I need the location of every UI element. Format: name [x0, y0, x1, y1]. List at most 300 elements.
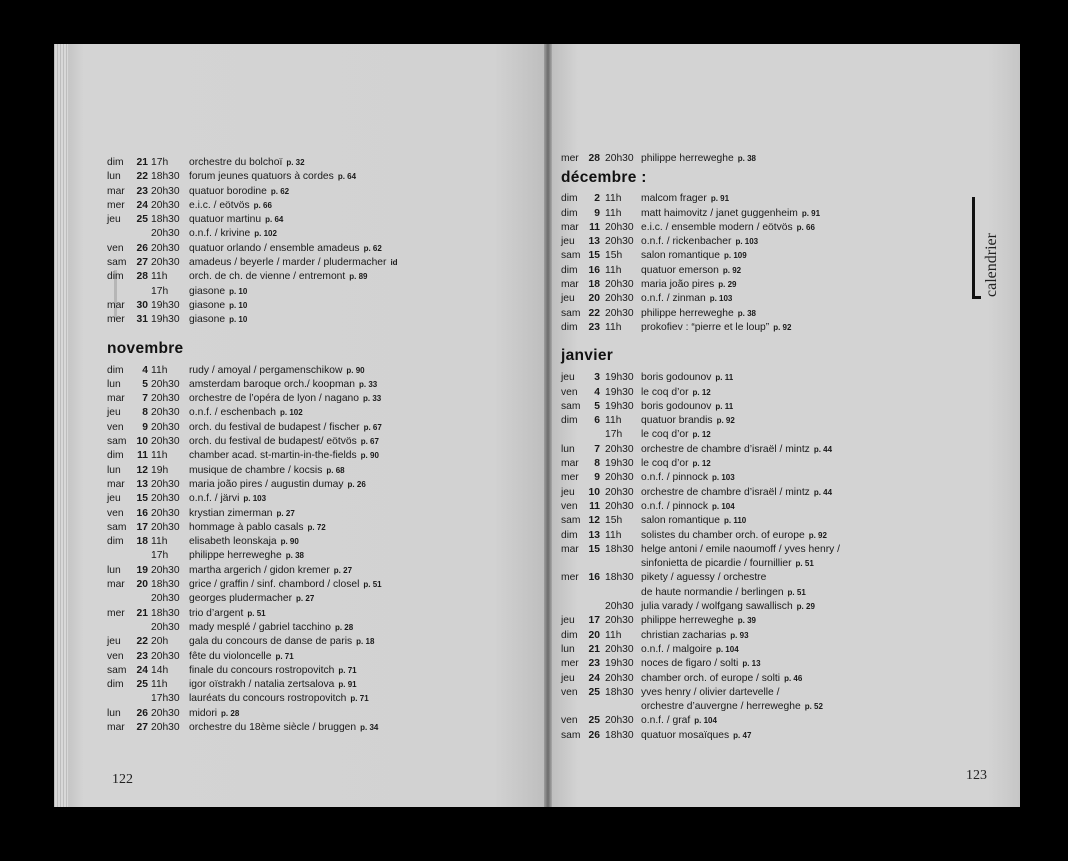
row-time: 11h	[605, 193, 622, 205]
program-title: yves henry / olivier dartevelle /	[641, 686, 780, 698]
row-day: dim	[107, 157, 124, 168]
program-title: quatuor orlando / ensemble amadeus	[189, 242, 360, 254]
page-reference: p. 91	[338, 680, 357, 690]
page-reference: p. 103	[711, 473, 735, 483]
row-time: 11h	[605, 207, 622, 219]
row-day: lun	[107, 464, 121, 476]
row-program	[641, 486, 832, 500]
row-time: 20h30	[605, 472, 634, 484]
row-program	[189, 242, 382, 256]
schedule-row	[561, 529, 827, 543]
row-day: dim	[107, 536, 124, 548]
row-day: mer	[561, 472, 579, 484]
page-reference: p. 33	[358, 379, 378, 389]
row-time: 20h30	[151, 507, 180, 519]
row-time: 20h30	[151, 199, 180, 211]
row-date: 15	[588, 543, 600, 555]
page-reference: p. 46	[784, 673, 803, 683]
row-day: sam	[561, 307, 581, 319]
row-day: mer	[107, 607, 125, 619]
program-title: orch. du festival de budapest / fischer	[189, 421, 360, 433]
program-title: finale du concours rostropovitch	[189, 664, 335, 676]
program-title: le coq d’or	[641, 386, 689, 398]
schedule-row	[107, 464, 345, 478]
page-reference: p. 89	[349, 272, 368, 282]
row-time: 20h30	[605, 643, 634, 655]
row-program	[189, 435, 379, 449]
row-day: mer	[107, 314, 125, 326]
page-reference: p. 12	[692, 430, 711, 440]
row-day: jeu	[561, 672, 575, 684]
row-time: 11h	[605, 629, 622, 641]
row-program	[189, 564, 352, 578]
row-program	[189, 213, 283, 227]
schedule-row	[561, 321, 792, 335]
schedule-row	[107, 507, 295, 521]
row-day: jeu	[107, 214, 121, 226]
schedule-row	[561, 371, 734, 385]
schedule-row	[107, 406, 303, 420]
row-date: 27	[136, 721, 148, 733]
row-time: 18h30	[605, 686, 634, 698]
program-title: philippe herreweghe	[189, 550, 282, 562]
row-program	[189, 185, 289, 199]
row-date: 10	[136, 436, 148, 448]
schedule-row	[561, 571, 767, 585]
section-label: calendrier	[983, 233, 1000, 297]
row-date: 9	[142, 421, 148, 433]
row-time: 20h	[151, 636, 169, 648]
row-day: mar	[107, 393, 125, 405]
row-day: lun	[561, 443, 575, 455]
row-program	[189, 478, 366, 492]
schedule-row	[107, 170, 357, 184]
program-title: o.n.f. / eschenbach	[189, 407, 277, 419]
row-date: 24	[136, 664, 148, 676]
row-program	[189, 170, 356, 184]
schedule-row	[107, 607, 266, 621]
schedule-row	[107, 549, 304, 563]
row-day: dim	[561, 193, 578, 205]
schedule-row	[561, 192, 730, 206]
program-title: orchestre du 18ème siècle / bruggen	[189, 721, 357, 733]
row-time: 19h30	[151, 299, 180, 311]
page-reference: p. 72	[307, 522, 326, 532]
program-title: quatuor borodine	[189, 185, 267, 197]
row-program	[189, 156, 305, 170]
row-date: 13	[588, 529, 600, 541]
program-title: krystian zimerman	[189, 507, 273, 519]
program-title: boris godounov	[641, 372, 712, 384]
page-reference: p. 51	[363, 580, 382, 590]
row-day: jeu	[561, 236, 575, 248]
page-reference: p. 27	[333, 565, 353, 575]
page-reference: p. 28	[334, 622, 354, 632]
row-day: sam	[561, 400, 581, 412]
program-title: chamber orch. of europe / solti	[641, 672, 781, 684]
row-time: 18h30	[151, 214, 180, 226]
row-time: 20h30	[605, 221, 634, 233]
row-program	[641, 714, 717, 728]
row-program	[641, 192, 729, 206]
program-title: giasone	[189, 285, 226, 297]
row-day: mer	[561, 153, 579, 164]
row-time: 20h30	[151, 650, 180, 662]
page-reference: p. 34	[360, 722, 379, 732]
row-date: 6	[594, 415, 600, 427]
program-title: chamber acad. st-martin-in-the-fields	[189, 450, 357, 462]
page-reference: p. 104	[694, 716, 717, 726]
row-date: 5	[142, 378, 148, 390]
page-reference: p. 103	[735, 237, 759, 247]
page-reference: p. 90	[360, 451, 379, 461]
row-program	[641, 400, 733, 414]
schedule-row	[561, 264, 742, 278]
page-reference: p. 13	[742, 659, 761, 669]
row-date: 19	[136, 564, 148, 576]
row-program	[641, 643, 739, 657]
row-program	[641, 235, 758, 249]
schedule-row	[107, 592, 315, 606]
row-program	[189, 507, 295, 521]
row-date: 21	[136, 157, 148, 168]
program-title: quatuor martinu	[189, 214, 262, 226]
row-time: 20h30	[151, 721, 180, 733]
row-program	[641, 543, 844, 557]
row-time: 17h	[151, 550, 169, 562]
row-program	[641, 428, 711, 442]
row-date: 12	[588, 515, 600, 527]
row-day: mar	[561, 221, 579, 233]
row-program	[641, 557, 814, 571]
row-program	[189, 521, 326, 535]
row-date: 13	[136, 478, 148, 490]
section-bar-foot	[972, 296, 981, 299]
row-program	[641, 152, 756, 166]
row-program	[189, 406, 303, 420]
row-date: 25	[136, 679, 148, 691]
november-end-listing	[561, 152, 756, 166]
row-time: 19h30	[605, 386, 634, 398]
program-title: o.n.f. / pinnock	[641, 472, 708, 484]
row-time: 19h30	[605, 658, 634, 670]
row-day: ven	[107, 242, 124, 254]
row-program	[641, 729, 751, 743]
program-title: o.n.f. / zinman	[641, 293, 706, 305]
row-time: 20h30	[151, 421, 180, 433]
schedule-row	[561, 557, 814, 571]
program-title: e.i.c. / eötvös	[189, 199, 250, 211]
row-time: 20h30	[151, 521, 180, 533]
row-program	[189, 285, 247, 299]
page-reference: p. 12	[692, 387, 711, 397]
row-program	[189, 464, 345, 478]
program-title: o.n.f. / krivine	[189, 228, 251, 240]
row-time: 19h	[151, 464, 169, 476]
page-reference: p. 38	[737, 154, 756, 163]
row-time: 20h30	[605, 279, 634, 291]
page-reference: p. 33	[363, 394, 382, 404]
row-program	[641, 672, 802, 686]
page-reference: p. 62	[363, 243, 382, 253]
row-day: sam	[561, 250, 581, 262]
schedule-row	[561, 629, 749, 643]
row-date: 25	[136, 214, 148, 226]
row-day: jeu	[561, 293, 575, 305]
row-day: mar	[107, 478, 125, 490]
schedule-row	[561, 414, 735, 428]
page-reference: p. 64	[265, 215, 284, 225]
page-reference: p. 91	[801, 208, 821, 218]
row-time: 19h30	[151, 314, 180, 326]
page-reference: p. 51	[795, 559, 814, 569]
row-day: jeu	[107, 493, 121, 505]
program-title: fête du violoncelle	[189, 650, 272, 662]
page-reference: p. 92	[773, 322, 792, 332]
row-day: mer	[107, 199, 125, 211]
row-day: sam	[107, 436, 127, 448]
row-program	[189, 421, 382, 435]
row-time: 20h30	[151, 257, 180, 269]
row-date: 11	[589, 500, 600, 512]
row-day: sam	[561, 729, 581, 741]
row-day: lun	[107, 564, 121, 576]
row-date: 21	[588, 643, 600, 655]
program-title: quatuor mosaïques	[641, 729, 730, 741]
row-date: 16	[588, 572, 600, 584]
row-program	[189, 313, 247, 327]
row-time: 20h30	[151, 564, 180, 576]
row-program	[641, 249, 747, 263]
row-time: 20h30	[605, 615, 634, 627]
row-day: jeu	[107, 407, 121, 419]
row-date: 5	[594, 400, 600, 412]
program-title: philippe herreweghe	[641, 307, 734, 319]
page-reference: p. 62	[270, 186, 290, 196]
schedule-row	[107, 199, 272, 213]
row-day: sam	[107, 257, 127, 269]
january-listing	[561, 371, 840, 743]
row-day: mar	[107, 579, 125, 591]
page-reference: p. 66	[253, 200, 272, 210]
schedule-row	[107, 156, 305, 170]
section-bar	[972, 197, 975, 299]
row-program	[641, 443, 832, 457]
row-program	[189, 664, 357, 678]
row-program	[189, 392, 381, 406]
row-program	[189, 607, 266, 621]
schedule-row	[561, 729, 752, 743]
schedule-row	[107, 421, 382, 435]
row-program	[641, 457, 711, 471]
row-time: 11h	[151, 536, 168, 548]
schedule-row	[107, 185, 290, 199]
schedule-row	[561, 207, 821, 221]
row-date: 15	[136, 493, 148, 505]
page-reference: p. 51	[247, 608, 266, 618]
row-time: 20h30	[605, 443, 634, 455]
row-program	[641, 414, 735, 428]
row-date: 27	[136, 257, 148, 269]
schedule-row	[107, 678, 357, 692]
row-day: sam	[107, 664, 127, 676]
row-program	[641, 571, 770, 585]
program-title: quatuor brandis	[641, 415, 713, 427]
program-title: gala du concours de danse de paris	[189, 636, 353, 648]
row-day: ven	[561, 686, 578, 698]
page-reference: p. 38	[737, 308, 756, 318]
schedule-row	[107, 707, 240, 721]
row-day: lun	[561, 643, 575, 655]
schedule-row	[107, 535, 299, 549]
page-reference: p. 103	[709, 294, 733, 304]
row-program	[641, 278, 737, 292]
row-date: 16	[136, 507, 148, 519]
page-reference: p. 12	[692, 459, 711, 469]
october-listing	[107, 156, 398, 328]
program-title: e.i.c. / ensemble modern / eötvös	[641, 221, 793, 233]
row-time: 19h30	[605, 458, 634, 470]
row-date: 20	[136, 579, 148, 591]
row-day: lun	[107, 378, 121, 390]
row-date: 13	[588, 236, 600, 248]
row-program	[189, 199, 272, 213]
program-title: o.n.f. / rickenbacher	[641, 236, 732, 248]
row-time: 15h	[605, 515, 623, 527]
row-program	[189, 621, 353, 635]
row-time: 18h30	[151, 607, 180, 619]
program-title: giasone	[189, 314, 226, 326]
page-number-right: 123	[966, 768, 987, 783]
row-date: 11	[137, 450, 148, 462]
row-program	[189, 299, 247, 313]
row-program	[189, 227, 277, 241]
row-time: 20h30	[605, 293, 634, 305]
schedule-row	[561, 278, 737, 292]
row-date: 23	[136, 650, 148, 662]
row-date: 12	[136, 464, 148, 476]
schedule-row	[107, 313, 248, 327]
program-title: orchestre de chambre d’israël / mintz	[641, 443, 810, 455]
row-date: 4	[142, 364, 148, 376]
page-reference: p. 38	[285, 551, 304, 561]
program-title: orchestre du bolchoï	[189, 157, 283, 168]
program-title: malcom frager	[641, 193, 707, 205]
row-date: 20	[588, 293, 600, 305]
row-time: 18h30	[151, 579, 180, 591]
row-program	[641, 471, 735, 485]
page-reference: p. 104	[715, 644, 739, 654]
page-reference: p. 10	[229, 315, 248, 325]
row-time: 20h30	[151, 393, 180, 405]
schedule-row	[561, 672, 803, 686]
row-program	[641, 307, 756, 321]
schedule-row	[107, 270, 368, 284]
row-program	[189, 635, 374, 649]
page-reference: p. 11	[715, 373, 734, 383]
program-title: maria joão pires / augustin dumay	[189, 478, 344, 490]
program-title: orchestre de l’opéra de lyon / nagano	[189, 393, 360, 405]
page-reference: p. 44	[813, 444, 833, 454]
schedule-row	[561, 152, 756, 166]
program-title: julia varady / wolfgang sawallisch	[641, 601, 793, 613]
row-date: 16	[588, 264, 600, 276]
book-gutter	[544, 44, 552, 807]
page-reference: p. 71	[350, 694, 369, 704]
row-day: dim	[561, 321, 578, 333]
program-title: elisabeth leonskaja	[189, 536, 277, 548]
schedule-row	[561, 657, 761, 671]
page-reference: p. 18	[356, 637, 375, 647]
program-title: igor oïstrakh / natalia zertsalova	[189, 679, 335, 691]
schedule-row	[107, 213, 284, 227]
row-time: 14h	[151, 664, 169, 676]
schedule-row	[107, 227, 277, 241]
row-time: 11h	[605, 264, 622, 276]
row-time: 20h30	[605, 486, 634, 498]
schedule-row	[107, 392, 382, 406]
schedule-row	[561, 543, 840, 557]
schedule-row	[561, 386, 711, 400]
row-day: dim	[107, 450, 124, 462]
page-reference: p. 93	[730, 630, 749, 640]
schedule-row	[561, 471, 735, 485]
schedule-row	[107, 492, 267, 506]
row-date: 4	[594, 386, 600, 398]
row-time: 17h	[151, 285, 169, 297]
row-date: 23	[588, 321, 600, 333]
row-time: 15h	[605, 250, 623, 262]
program-title: de haute normandie / berlingen	[641, 586, 784, 598]
page-reference: p. 10	[229, 300, 248, 310]
row-time: 20h30	[605, 500, 634, 512]
program-title: boris godounov	[641, 400, 712, 412]
page-reference: p. 110	[724, 516, 747, 526]
row-time: 20h30	[151, 185, 180, 197]
schedule-row	[561, 714, 717, 728]
row-time: 20h30	[605, 715, 634, 727]
row-time: 20h30	[151, 378, 180, 390]
row-time: 20h30	[605, 236, 634, 248]
page-reference: p. 11	[715, 401, 734, 411]
schedule-row	[561, 600, 815, 614]
schedule-row	[107, 478, 366, 492]
row-day: dim	[107, 364, 124, 376]
section-tab	[963, 197, 1023, 307]
program-title: philippe herreweghe	[641, 615, 734, 627]
row-program	[189, 492, 266, 506]
page-reference: p. 102	[254, 229, 277, 239]
row-day: dim	[107, 679, 124, 691]
program-title: georges pludermacher	[189, 593, 293, 605]
program-title: salon romantique	[641, 515, 720, 527]
page-reference: p. 109	[724, 251, 747, 261]
page-reference: p. 68	[326, 465, 345, 475]
page-reference: p. 71	[338, 665, 357, 675]
row-time: 11h	[605, 529, 622, 541]
program-title: philippe herreweghe	[641, 153, 734, 164]
row-day: lun	[107, 707, 121, 719]
program-title: amadeus / beyerle / marder / pludermacher	[189, 257, 387, 269]
page-reference: p. 103	[243, 494, 267, 504]
row-date: 15	[588, 250, 600, 262]
page-reference: p. 47	[733, 730, 752, 740]
row-day: mar	[107, 721, 125, 733]
page-reference: p. 10	[229, 286, 248, 296]
program-title: le coq d’or	[641, 458, 689, 470]
page-reference: p. 92	[716, 416, 735, 426]
row-program	[189, 378, 377, 392]
